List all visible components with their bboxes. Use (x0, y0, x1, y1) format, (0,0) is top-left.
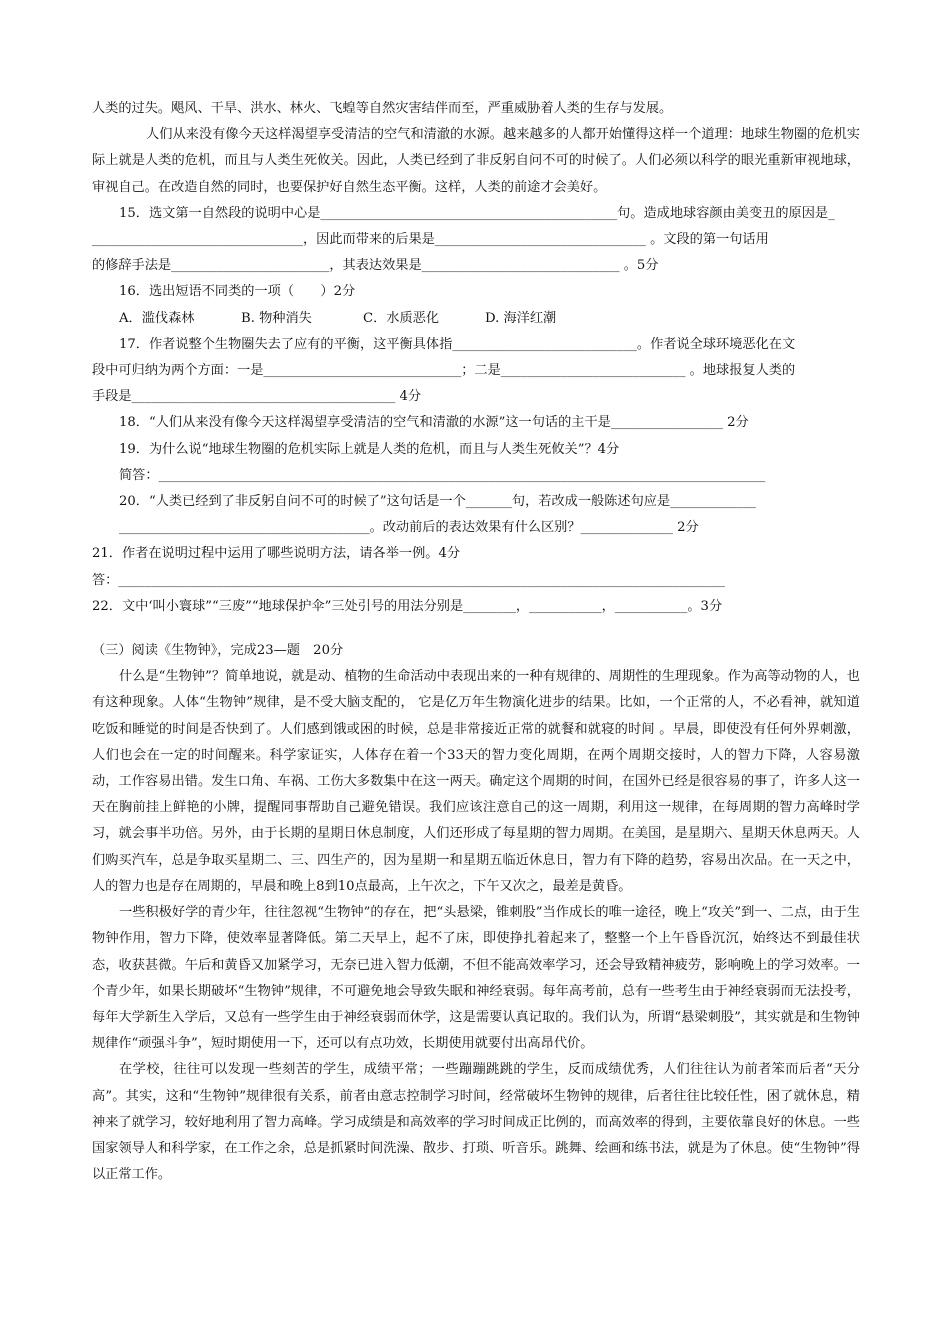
question-18-line-1: 18．“人们从来没有像今天这样渴望享受清洁的空气和清澈的水源”这一句话的主干是_________________ 2分 (119, 415, 749, 431)
question-20-line-2: ______________________________________。改动前后的表达效果有什么区别？______________ 2分 (119, 520, 699, 536)
question-19-answer-line: 简答：____________________________________________________________________________________________ (119, 467, 766, 483)
question-21-line-1: 21．作者在说明过程中运用了哪些说明方法，请各举一例。4分 (92, 546, 461, 562)
question-19-line-1: 19．为什么说“地球生物圈的危机实际上就是人类的危机，而且与人类生死攸关”？4分 (119, 441, 620, 457)
question-17-line-3: 手段是________________________________________ 4分 (92, 389, 422, 405)
question-22-line-1: 22．文中‘叫小寰球”“三废”“地球保护伞”三处引号的用法分别是________，___________，___________。3分 (92, 598, 723, 614)
question-15-line-2: ________________________________，因此而带来的后果是________________________________ 。文段的第一句话用 (92, 232, 769, 248)
section-3-paragraph-3: 在学校，往往可以发现一些刻苦的学生，成绩平常；一些蹦蹦跳跳的学生，反而成绩优秀，人们往往认为前者笨而后者“天分高”。其实，这和“生物钟”规律很有关系，前者由意志控制学习时间，经常破坏生物钟的规律，后者往往比较任性，困了就休息，精神来了就学习，较好地利用了智力高峰。学习成绩是和高效率的学习时间成正比例的，而高效率的得到，主要依靠良好的休息。一些国家领导人和科学家，在工作之余，总是抓紧时间洗澡、散步、打琐、听音乐。跳舞、绘画和练书法，就是为了休息。使“生物钟”得以正常工作。 (92, 1062, 860, 1183)
question-17-line-1: 17．作者说整个生物圈失去了应有的平衡，这平衡具体指____________________________。作者说全球环境恶化在文 (119, 336, 796, 352)
option-d: D. 海洋红潮 (485, 310, 557, 326)
question-17-line-2: 段中可归纳为两个方面：一是______________________________；二是____________________________ 。地球报复人类的 (92, 363, 796, 379)
question-15-line-1: 15．选文第一自然段的说明中心是_____________________________________________句。造成地球容颜由美变丑的原因是_ (119, 205, 835, 221)
option-b: B. 物种消失 (241, 310, 312, 326)
question-16-options (92, 306, 860, 332)
question-15-line-3: 的修辞手法是________________________，其表达效果是______________________________ 。5分 (92, 258, 659, 274)
document-page (92, 96, 860, 1188)
question-21-answer-line: 答：____________________________________________________________________________________________ (92, 572, 725, 588)
passage-paragraph-end: 人类的过失。飓风、干旱、洪水、林火、飞蝗等自然灾害结伴而至，严重威胁着人类的生存与发展。 (92, 101, 673, 116)
section-3-heading: （三）阅读《生物钟》，完成23—题 20分 (92, 643, 344, 659)
passage-paragraph-last: 人们从来没有像今天这样渴望享受清洁的空气和清澈的水源。越来越多的人都开始懂得这样一个道理：地球生物圈的危机实际上就是人类的危机，而且与人类生死攸关。因此，人类已经到了非反躬自问不可的时候了。人们必须以科学的眼光重新审视地球，审视自己。在改造自然的同时，也要保护好自然生态平衡。这样，人类的前途才会美好。 (92, 127, 860, 195)
question-20-line-1: 20．“人类已经到了非反躬自问不可的时候了”这句话是一个_______句，若改成一般陈述句应是_____________ (119, 494, 756, 510)
section-3-paragraph-2: 一些积极好学的青少年，往往忽视“生物钟”的存在，把“头悬梁，锥刺股”当作成长的唯一途径，晚上“攻关”到一、二点，由于生物钟作用，智力下降，使效率显著降低。第二天早上，起不了床，即使挣扎着起来了，整整一个上午昏昏沉沉，始终达不到最佳状态，收获甚微。午后和黄昏又加紧学习，无奈已进入智力低潮，不但不能高效率学习，还会导致精神疲劳，影响晚上的学习效率。一个青少年，如果长期破坏“生物钟”规律，不可避免地会导致失眠和神经衰弱。每年高考前，总有一些考生由于神经衰弱而无法投考，每年大学新生入学后，又总有一些学生由于神经衰弱而休学，这是需要认真记取的。我们认为，所谓“悬梁刺股”，其实就是和生物钟规律作“顽强斗争”，短时期使用一下，还可以有点功效，长期使用就要付出高昂代价。 (92, 905, 860, 1052)
section-3-paragraph-1: 什么是“生物钟”？简单地说，就是动、植物的生命活动中表现出来的一种有规律的、周期性的生理现象。作为高等动物的人，也有这种现象。人体“生物钟”规律，是不受大脑支配的， 它是亿万年生物演化进步的结果。比如，一个正常的人，不必看神，就知道吃饭和睡觉的时间是否快到了。人们感到饿或困的时候，总是非常接近正常的就餐和就寝的时间 。早晨，即使没有任何外界刺激，人们也会在一定的时间醒来。科学家证实，人体存在着一个33天的智力变化周期，在两个周期交接时，人的智力下降，人容易激动，工作容易出错。发生口角、车祸、工伤大多数集中在这一两天。确定这个周期的时间，在国外已经是很容易的事了，许多人这一天在胸前挂上鲜艳的小牌，提醒同事帮助自己避免错误。我们应该注意自己的这一周期，利用这一规律，在每周期的智力高峰时学习，就会事半功倍。另外，由于长期的星期日休息制度，人们还形成了每星期的智力周期。在美国，是星期六、星期天休息两天。人们购买汽车，总是争取买星期二、三、四生产的，因为星期一和星期五临近休息日，智力有下降的趋势，容易出次品。在一天之中，人的智力也是存在周期的，早晨和晚上8到10点最高，上午次之，下午又次之，最差是黄昏。 (92, 669, 860, 894)
option-c: C．水质恶化 (363, 310, 440, 326)
question-16-stem: 16．选出短语不同类的一项（ ）2分 (119, 284, 356, 300)
option-a: A．滥伐森林 (119, 310, 195, 326)
